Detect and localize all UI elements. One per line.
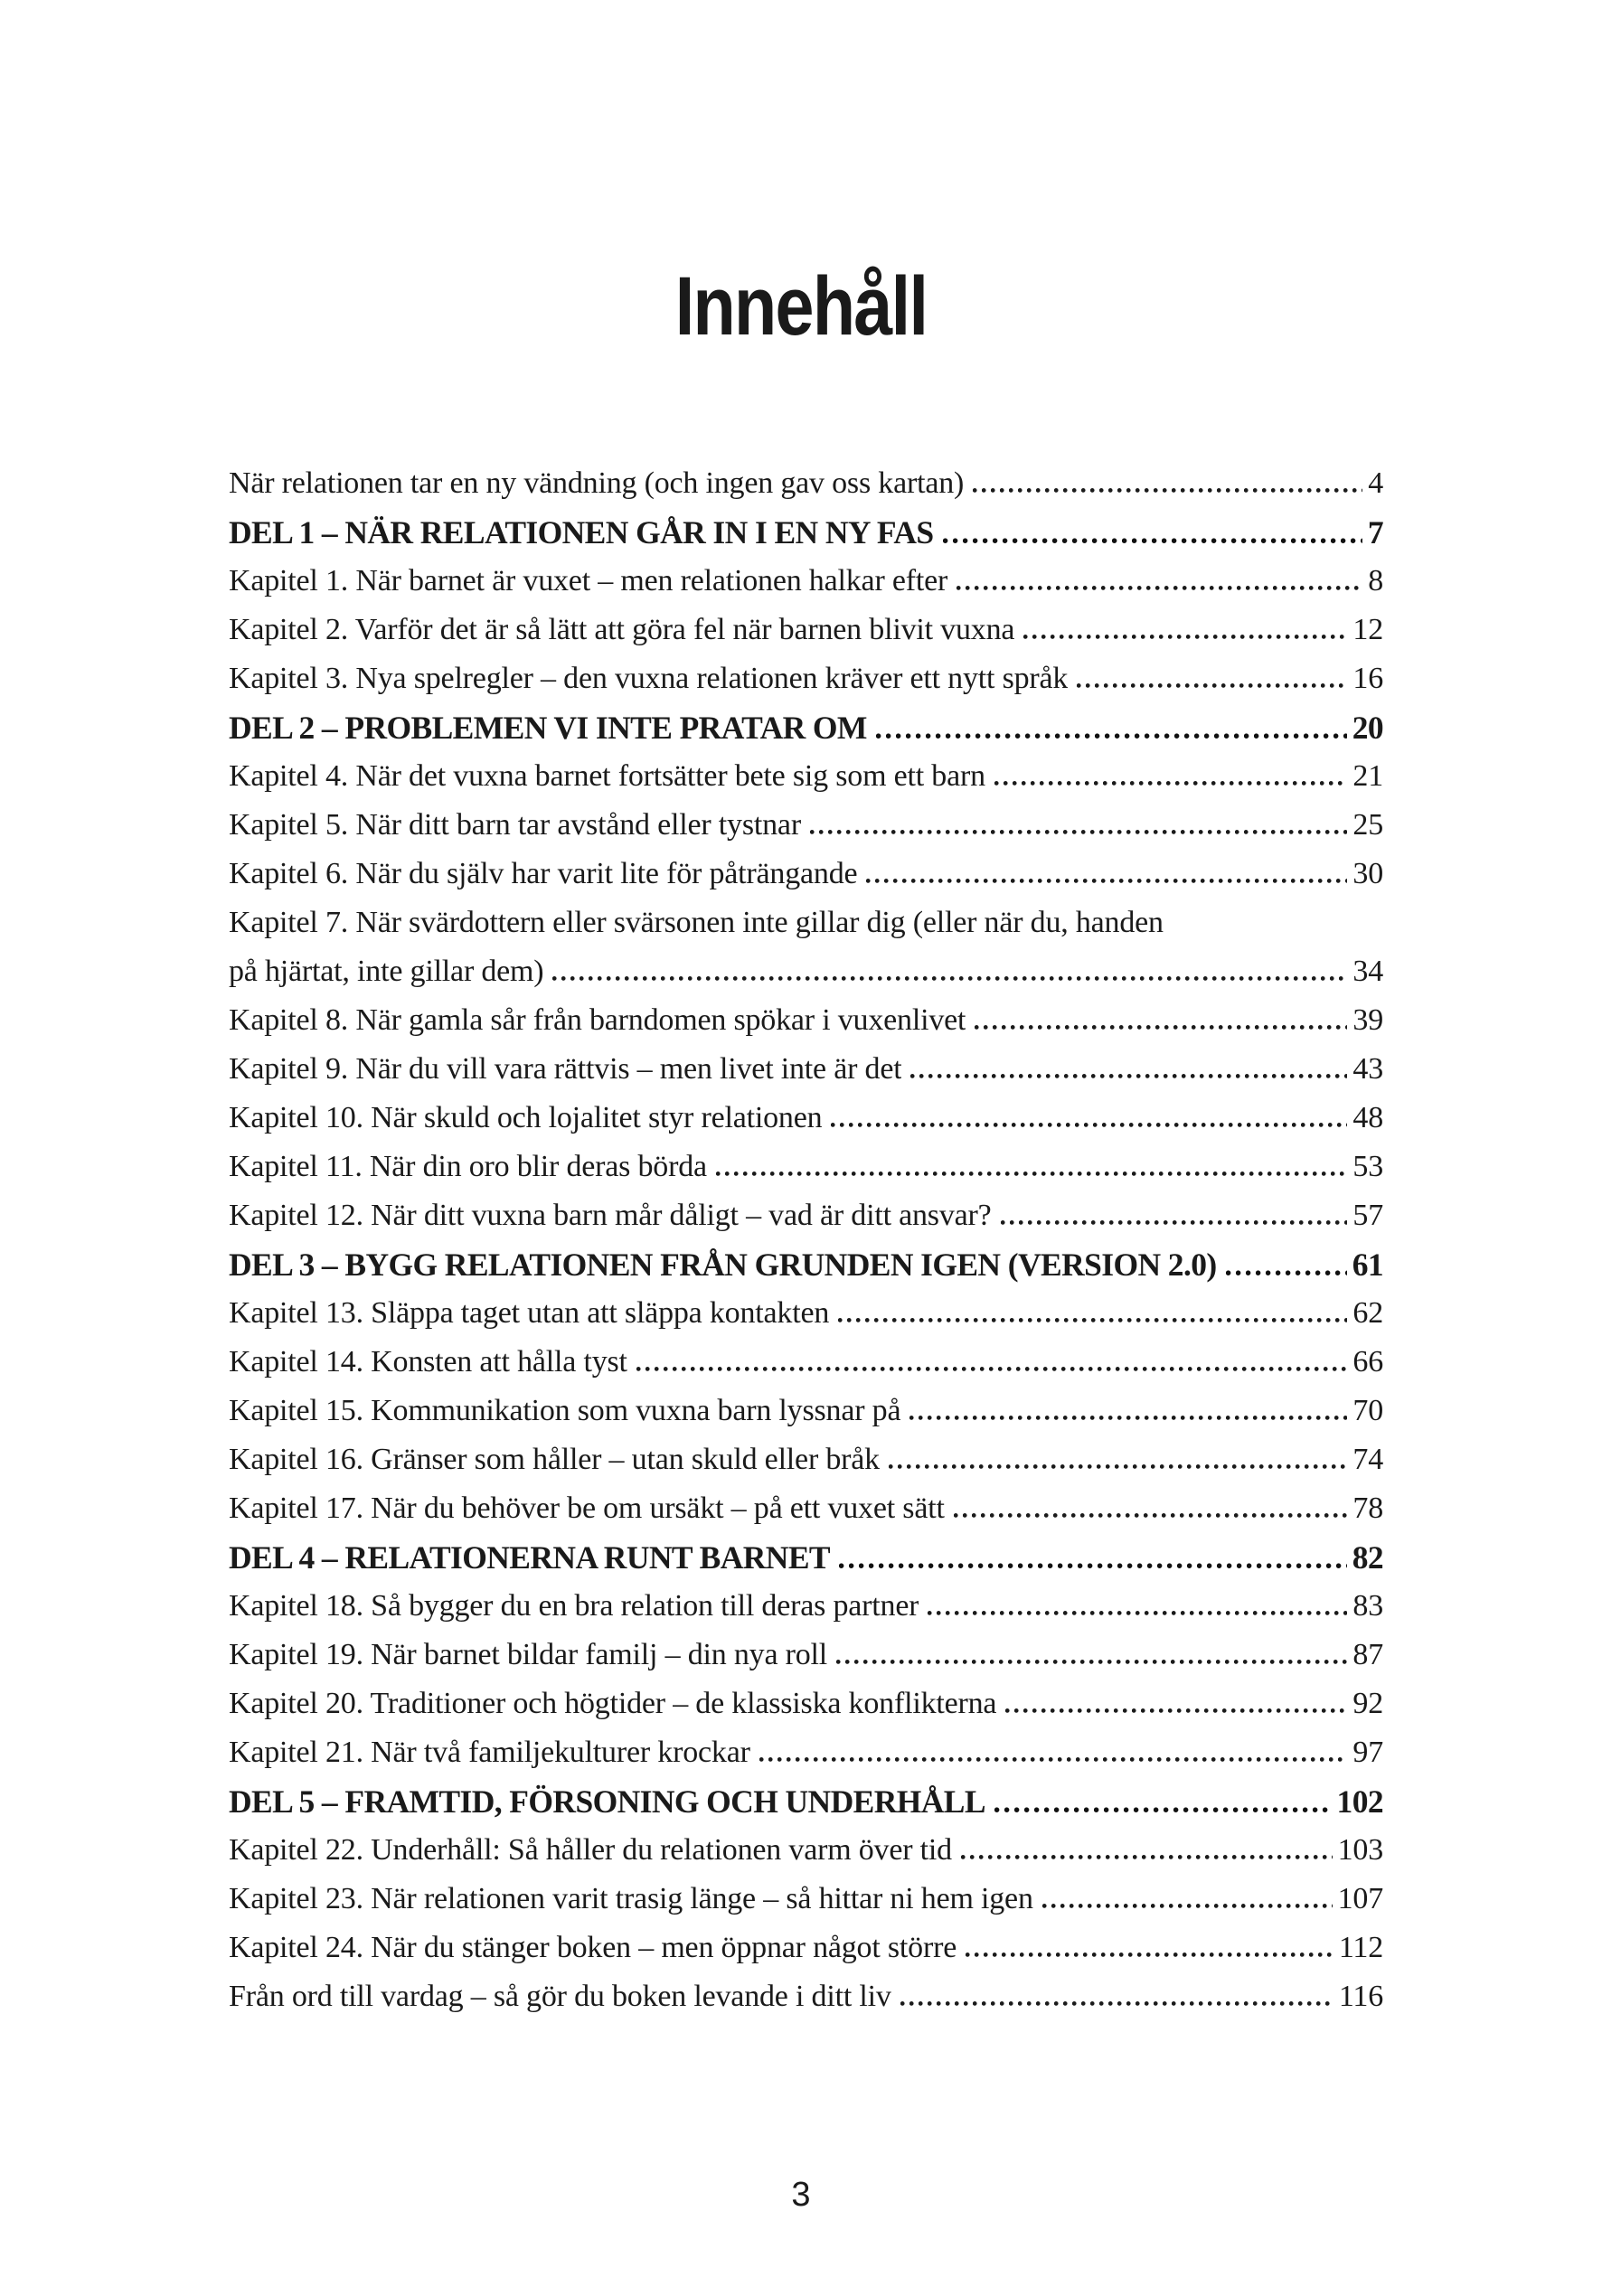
dot-leader — [966, 1952, 1333, 1957]
toc-entry-page: 112 — [1338, 1931, 1383, 1964]
toc-entry-page: 4 — [1368, 466, 1383, 500]
dot-leader — [876, 733, 1347, 739]
toc-entry[interactable] — [229, 1826, 1383, 1875]
toc-list — [229, 459, 1383, 2021]
toc-entry-label: Kapitel 11. När din oro blir deras börda — [229, 1150, 707, 1183]
toc-entry[interactable] — [229, 752, 1383, 801]
toc-entry[interactable] — [229, 1533, 1383, 1582]
dot-leader — [975, 1024, 1347, 1030]
dot-leader — [866, 878, 1347, 883]
dot-leader — [1226, 1270, 1347, 1275]
toc-entry-label: DEL 3 – BYGG RELATIONEN FRÅN GRUNDEN IGEN (VERSION 2.0) — [229, 1247, 1217, 1283]
toc-entry-label: DEL 4 – RELATIONERNA RUNT BARNET — [229, 1539, 830, 1576]
toc-entry-label: på hjärtat, inte gillar dem) — [229, 955, 544, 988]
toc-entry-page: 39 — [1352, 1003, 1383, 1037]
toc-entry[interactable] — [229, 1631, 1383, 1680]
dot-leader — [943, 538, 1362, 543]
toc-entry-label: Kapitel 3. Nya spelregler – den vuxna relationen kräver ett nytt språk — [229, 662, 1069, 695]
toc-entry[interactable] — [229, 1387, 1383, 1435]
toc-entry[interactable] — [229, 1972, 1383, 2021]
toc-entry[interactable] — [229, 1240, 1383, 1289]
toc-entry-page: 116 — [1338, 1980, 1383, 2013]
dot-leader — [1005, 1708, 1347, 1713]
toc-entry-label: DEL 2 – PROBLEMEN VI INTE PRATAR OM — [229, 710, 867, 746]
toc-entry-label: Kapitel 20. Traditioner och högtider – de klassiska konflikterna — [229, 1687, 997, 1720]
toc-entry-label: Kapitel 5. När ditt barn tar avstånd eller tystnar — [229, 808, 801, 842]
toc-entry-page: 7 — [1367, 514, 1383, 550]
dot-leader — [1042, 1903, 1333, 1908]
toc-entry-label: Kapitel 15. Kommunikation som vuxna barn lyssnar på — [229, 1394, 901, 1427]
dot-leader — [838, 1317, 1347, 1322]
toc-entry-label: Kapitel 22. Underhåll: Så håller du relationen varm över tid — [229, 1833, 952, 1867]
toc-entry[interactable] — [229, 606, 1383, 654]
toc-entry-page: 21 — [1352, 759, 1383, 793]
toc-entry[interactable] — [229, 459, 1383, 508]
toc-entry-label: Kapitel 19. När barnet bildar familj – din nya roll — [229, 1638, 828, 1671]
toc-entry-page: 97 — [1352, 1736, 1383, 1769]
toc-entry[interactable] — [229, 1338, 1383, 1387]
toc-entry-label: Kapitel 8. När gamla sår från barndomen spökar i vuxenlivet — [229, 1003, 966, 1037]
toc-entry-page: 57 — [1352, 1199, 1383, 1232]
toc-entry-label: DEL 5 – FRAMTID, FÖRSONING OCH UNDERHÅLL — [229, 1783, 985, 1820]
toc-entry-page: 83 — [1352, 1589, 1383, 1623]
toc-entry[interactable] — [229, 557, 1383, 606]
toc-entry[interactable] — [229, 1143, 1383, 1191]
toc-entry[interactable] — [229, 1094, 1383, 1143]
toc-entry-page: 62 — [1352, 1296, 1383, 1330]
toc-entry[interactable] — [229, 1728, 1383, 1777]
toc-entry[interactable] — [229, 654, 1383, 703]
toc-entry-label: Kapitel 24. När du stänger boken – men öppnar något större — [229, 1931, 957, 1964]
toc-entry-label: Kapitel 13. Släppa taget utan att släppa kontakten — [229, 1296, 830, 1330]
toc-entry[interactable] — [229, 1875, 1383, 1924]
dot-leader — [810, 829, 1347, 834]
toc-entry-page: 74 — [1352, 1443, 1383, 1476]
toc-entry[interactable] — [229, 1289, 1383, 1338]
toc-entry-label: När relationen tar en ny vändning (och ingen gav oss kartan) — [229, 466, 965, 500]
toc-entry[interactable] — [229, 1680, 1383, 1728]
toc-entry-page: 82 — [1352, 1539, 1383, 1576]
toc-entry-label: Kapitel 16. Gränser som håller – utan skuld eller bråk — [229, 1443, 880, 1476]
page-title: Innehåll — [674, 259, 928, 353]
toc-entry-label: Kapitel 9. När du vill vara rättvis – men livet inte är det — [229, 1052, 902, 1086]
dot-leader — [759, 1756, 1348, 1762]
toc-entry-page: 66 — [1352, 1345, 1383, 1379]
toc-entry[interactable] — [229, 850, 1383, 899]
toc-entry-page: 78 — [1352, 1491, 1383, 1525]
dot-leader — [636, 1366, 1348, 1371]
toc-entry-page: 20 — [1352, 710, 1383, 746]
toc-entry[interactable] — [229, 508, 1383, 557]
toc-entry[interactable] — [229, 1484, 1383, 1533]
toc-entry-page: 30 — [1352, 857, 1383, 890]
toc-entry-label: Kapitel 10. När skuld och lojalitet styr relationen — [229, 1101, 823, 1134]
dot-leader — [552, 975, 1347, 981]
toc-entry-label: Kapitel 6. När du själv har varit lite för påträngande — [229, 857, 858, 890]
toc-entry-label: Kapitel 17. När du behöver be om ursäkt – på ett vuxet sätt — [229, 1491, 945, 1525]
toc-entry-page: 103 — [1337, 1833, 1383, 1867]
dot-leader — [839, 1563, 1347, 1568]
toc-entry-page: 92 — [1352, 1687, 1383, 1720]
toc-entry-page: 53 — [1352, 1150, 1383, 1183]
page-number: 3 — [791, 2176, 811, 2214]
dot-leader — [1001, 1219, 1348, 1225]
dot-leader — [1077, 682, 1347, 688]
toc-entry-label: Kapitel 14. Konsten att hålla tyst — [229, 1345, 627, 1379]
dot-leader — [961, 1854, 1333, 1859]
toc-entry-page: 43 — [1352, 1052, 1383, 1086]
toc-entry[interactable] — [229, 703, 1383, 752]
toc-entry-label: Kapitel 1. När barnet är vuxet – men relationen halkar efter — [229, 564, 948, 598]
toc-entry[interactable] — [229, 1582, 1383, 1631]
toc-entry[interactable] — [229, 1924, 1383, 1972]
dot-leader — [716, 1171, 1347, 1176]
dot-leader — [956, 585, 1362, 590]
dot-leader — [994, 1807, 1332, 1812]
toc-entry[interactable] — [229, 996, 1383, 1045]
toc-entry-page: 12 — [1352, 613, 1383, 646]
toc-entry[interactable] — [229, 1045, 1383, 1094]
toc-entry-page: 34 — [1352, 955, 1383, 988]
toc-entry[interactable] — [229, 1435, 1383, 1484]
toc-entry-label: Kapitel 7. När svärdottern eller svärsonen inte gillar dig (eller när du, handen — [229, 906, 1164, 939]
dot-leader — [836, 1659, 1347, 1664]
toc-entry-label: Från ord till vardag – så gör du boken levande i ditt liv — [229, 1980, 891, 2013]
toc-entry-label: Kapitel 21. När två familjekulturer krockar — [229, 1736, 750, 1769]
dot-leader — [910, 1073, 1347, 1078]
toc-entry-page: 16 — [1352, 662, 1383, 695]
toc-entry[interactable] — [229, 801, 1383, 850]
dot-leader — [1023, 634, 1347, 639]
toc-entry-page: 8 — [1368, 564, 1383, 598]
toc-entry-page: 25 — [1352, 808, 1383, 842]
dot-leader — [928, 1610, 1347, 1615]
toc-entry-page: 87 — [1352, 1638, 1383, 1671]
dot-leader — [900, 2000, 1333, 2006]
dot-leader — [831, 1122, 1347, 1127]
toc-entry-label: Kapitel 4. När det vuxna barnet fortsätter bete sig som ett barn — [229, 759, 985, 793]
toc-entry-label: DEL 1 – NÄR RELATIONEN GÅR IN I EN NY FAS — [229, 514, 934, 550]
toc-entry-page: 107 — [1337, 1882, 1383, 1915]
dot-leader — [954, 1512, 1348, 1518]
toc-entry-label: Kapitel 18. Så bygger du en bra relation till deras partner — [229, 1589, 919, 1623]
toc-entry-label: Kapitel 12. När ditt vuxna barn mår dåligt – vad är ditt ansvar? — [229, 1199, 992, 1232]
toc-entry[interactable] — [229, 947, 1383, 996]
toc-entry[interactable] — [229, 1191, 1383, 1240]
toc-entry[interactable] — [229, 1777, 1383, 1826]
dot-leader — [909, 1415, 1347, 1420]
toc-entry-page: 48 — [1352, 1101, 1383, 1134]
dot-leader — [994, 780, 1347, 786]
toc-entry-page: 61 — [1352, 1247, 1383, 1283]
toc-entry[interactable] — [229, 899, 1383, 947]
dot-leader — [973, 487, 1362, 493]
dot-leader — [889, 1463, 1347, 1469]
toc-entry-label: Kapitel 23. När relationen varit trasig länge – så hittar ni hem igen — [229, 1882, 1033, 1915]
toc-entry-page: 70 — [1352, 1394, 1383, 1427]
toc-entry-label: Kapitel 2. Varför det är så lätt att göra fel när barnen blivit vuxna — [229, 613, 1015, 646]
toc-entry-page: 102 — [1336, 1783, 1383, 1820]
